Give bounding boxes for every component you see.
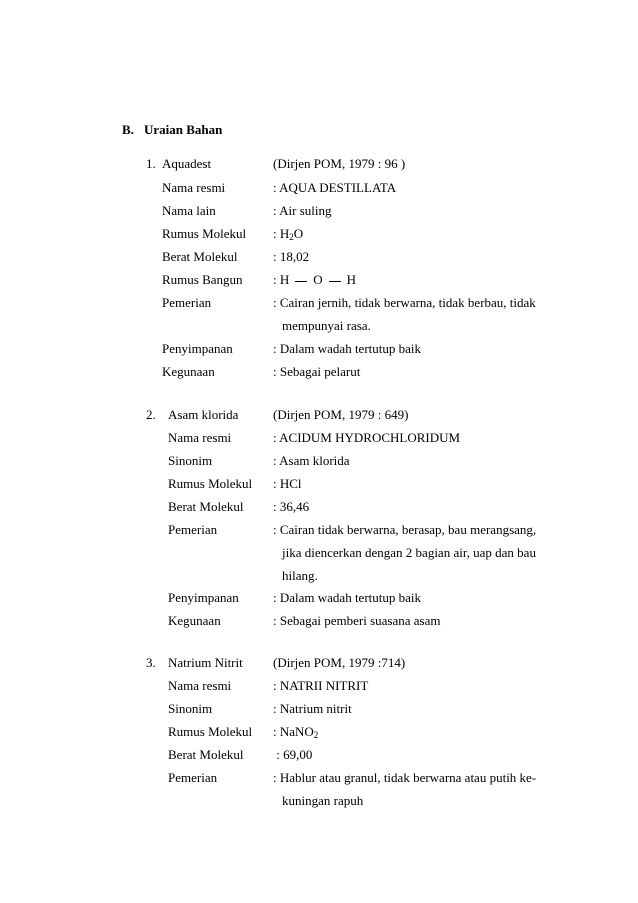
field-value-continued: kuningan rapuh — [282, 793, 364, 808]
field-value: : NATRII NITRIT — [273, 678, 369, 693]
field-label: Sinonim — [168, 701, 213, 716]
item-source: (Dirjen POM, 1979 : 96 ) — [273, 156, 406, 171]
field-label: Penyimpanan — [168, 590, 239, 605]
field-value: : Cairan tidak berwarna, berasap, bau merangsang, — [273, 522, 537, 537]
item-title: 3. Natrium Nitrit — [146, 655, 243, 670]
section-heading — [122, 122, 222, 138]
item-source: (Dirjen POM, 1979 : 649) — [273, 407, 409, 422]
field-label: Nama resmi — [168, 430, 232, 445]
field-label: Nama resmi — [162, 180, 226, 195]
field-value-continued: jika diencerkan dengan 2 bagian air, uap dan bau — [282, 545, 536, 560]
field-value: : Sebagai pemberi suasana asam — [273, 613, 441, 628]
section-title: Uraian Bahan — [144, 122, 223, 137]
field-value-continued: mempunyai rasa. — [282, 318, 371, 333]
field-label: Nama resmi — [168, 678, 232, 693]
field-value: : NaNO$_2$ — [273, 724, 319, 740]
field-label: Berat Molekul — [162, 249, 238, 264]
field-label: Rumus Molekul — [168, 476, 253, 491]
field-value: : HCl — [273, 476, 302, 491]
field-value: : Dalam wadah tertutup baik — [273, 590, 422, 605]
field-label: Kegunaan — [168, 613, 221, 628]
bond-line — [329, 281, 341, 282]
field-value: : 18,02 — [273, 249, 310, 264]
field-value: : Natrium nitrit — [273, 701, 352, 716]
field-label: Rumus Molekul — [162, 226, 247, 241]
field-label: Kegunaan — [162, 364, 215, 379]
field-value: : Cairan jernih, tidak berwarna, tidak berbau, tidak — [273, 295, 536, 310]
field-label: Penyimpanan — [162, 341, 233, 356]
field-value: : 36,46 — [273, 499, 310, 514]
bond-line — [295, 281, 307, 282]
field-value: : AQUA DESTILLATA — [273, 180, 397, 195]
item-title: 1. Aquadest — [146, 156, 212, 171]
field-value: : Asam klorida — [273, 453, 350, 468]
field-label: Nama lain — [162, 203, 216, 218]
field-label: Rumus Bangun — [162, 272, 243, 287]
field-value: : 69,00 — [273, 747, 313, 762]
structural-formula: : H O H — [273, 272, 357, 287]
field-label: Pemerian — [168, 522, 218, 537]
field-label: Pemerian — [162, 295, 212, 310]
item-source: (Dirjen POM, 1979 :714) — [273, 655, 406, 670]
field-value: : Sebagai pelarut — [273, 364, 361, 379]
field-value: : Dalam wadah tertutup baik — [273, 341, 422, 356]
field-value: : Hablur atau granul, tidak berwarna atau putih ke- — [273, 770, 537, 785]
field-label: Sinonim — [168, 453, 213, 468]
field-label: Berat Molekul — [168, 747, 244, 762]
field-label: Berat Molekul — [168, 499, 244, 514]
field-value: : $H_2O$ — [273, 226, 304, 242]
field-value: : ACIDUM HYDROCHLORIDUM — [273, 430, 461, 445]
field-label: Rumus Molekul — [168, 724, 253, 739]
field-value-continued: hilang. — [282, 568, 318, 583]
field-value: : Air suling — [273, 203, 332, 218]
item-title: 2. Asam klorida — [146, 407, 239, 422]
field-label: Pemerian — [168, 770, 218, 785]
section-letter: B. — [122, 122, 134, 137]
